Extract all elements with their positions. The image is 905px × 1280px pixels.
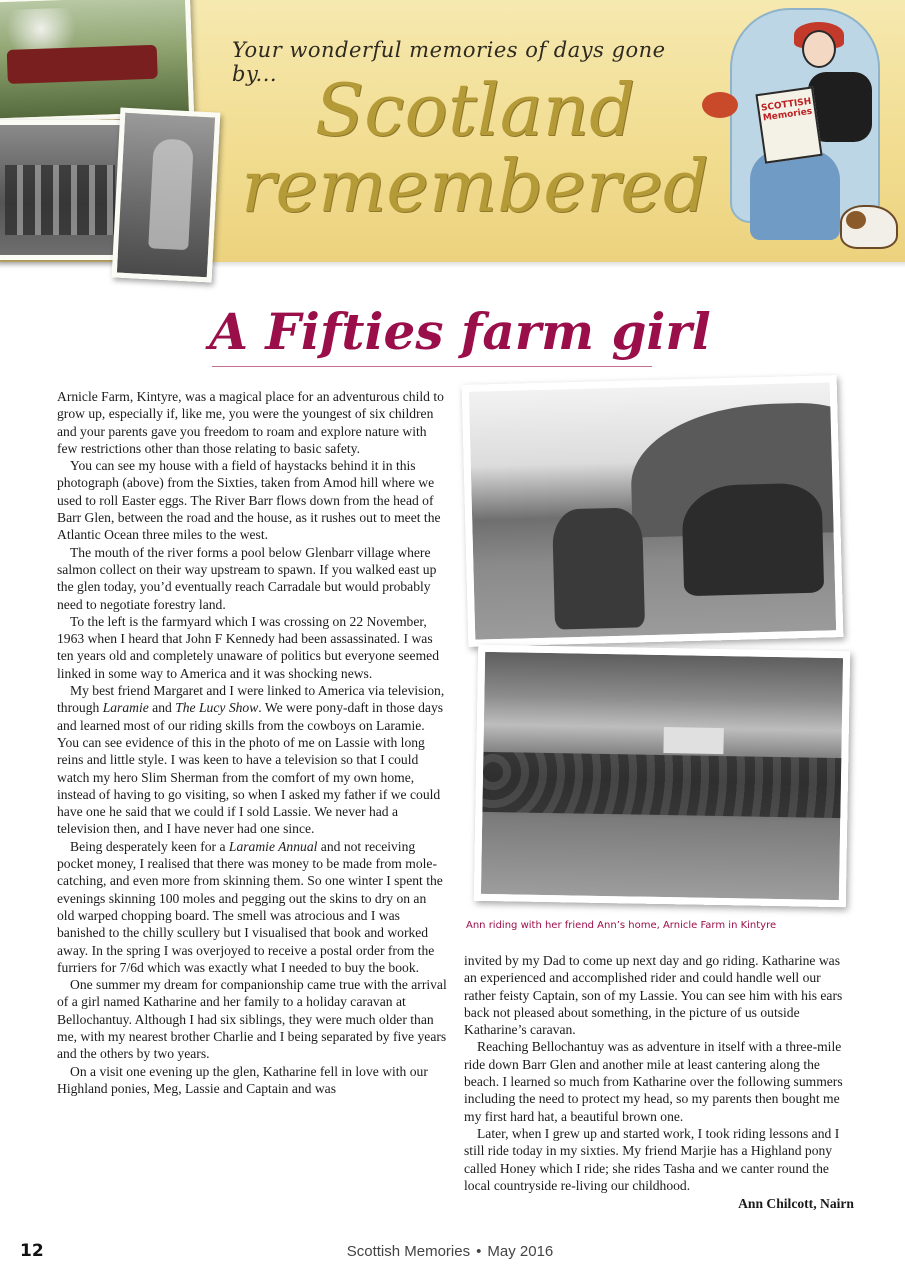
child-figure (148, 138, 194, 250)
steam-train-photo (0, 0, 194, 123)
footer-separator: • (476, 1243, 482, 1260)
paragraph-6 (57, 838, 447, 976)
page-footer (250, 1243, 650, 1260)
magazine-cover: SCOTTISH Memories (755, 86, 822, 163)
page-number: 12 (20, 1241, 44, 1261)
farm-photo (474, 645, 850, 907)
paragraph-9: invited by my Dad to come up next day and go riding. Katharine was an experienced and accomplished rider and could handle well our rather feisty Captain, son of my Lassie. You can see him with his ears back not pleased about something, in the picture of us outside Katharine’s caravan. (464, 953, 843, 1038)
masthead-tagline: Your wonderful memories of days gone by... (232, 38, 666, 86)
book-title-laramie-annual: Laramie Annual (228, 838, 318, 854)
show-title-lucy-show: The Lucy Show (175, 700, 259, 716)
riding-photo (462, 375, 844, 647)
reader-in-armchair-illustration (690, 0, 905, 270)
paragraph-2: You can see my house with a field of haystacks behind it in this photograph (above) from the Sixties, taken from Amod hill where we used to roll Easter eggs. The River Barr flows down from the head of Barr Glen, between the road and the house, as it rushes out to meet the Atlantic Ocean three miles to the west. (57, 458, 441, 543)
paragraph-7: One summer my dream for companionship came true with the arrival of a girl named Katharine and her family to a holiday caravan at Bellochantuy. Although I had six siblings, they were much older than me, with my nearest brother Charlie and I being separated by five years and the others by two years. (57, 977, 447, 1062)
masthead-title-line2: remembered (241, 144, 709, 228)
paragraph-6-part2: and not receiving pocket money, I realised that there was money to be made from mole-catching, and even more from skinning them. So one winter I spent the evenings skinning 100 moles and pegging out the skins to dry on an old warped chopping board. The smell was atrocious and I was banished to the chilly scullery but I visualised that book and worked away. In the spring I was overjoyed to receive a postal order from the furriers for 7/6d which was exactly what I needed to buy the book. (57, 838, 443, 975)
paragraph-5-part3: . We were pony-daft in those days and learned most of our riding skills from the cowboys on Laramie. You can see evidence of this in the photo of me on Lassie with long reins and little style. I was keen to have a television so that I could watch my hero Slim Sherman from the comfort of my own home, instead of having to go visiting, so when I asked my father if we could have one he said that we could if I sold Lassie. We never had a television then, and I have never had one since. (57, 700, 444, 837)
paragraph-5-part2: and (148, 700, 176, 716)
scout-group-photo (0, 120, 126, 260)
teapot-icon (702, 92, 738, 118)
issue-date: May 2016 (487, 1243, 554, 1260)
paragraph-5-part1: My best friend Margaret and I were linked to America via television, through (57, 683, 445, 716)
magazine-name: Scottish Memories (346, 1243, 471, 1260)
train-locomotive (7, 45, 158, 84)
photo-caption: Ann riding with her friend Ann’s home, Arnicle Farm in Kintyre (466, 920, 777, 931)
article-headline: A Fifties farm girl (209, 302, 711, 361)
author-byline: Ann Chilcott, Nairn (738, 1196, 854, 1212)
paragraph-6-part1: Being desperately keen for a (70, 838, 229, 854)
masthead-title-line1: Scotland (314, 68, 636, 152)
article-column-2 (464, 952, 854, 1212)
article-column-1 (57, 388, 447, 1097)
headline-rule (212, 366, 652, 367)
paragraph-4: To the left is the farmyard which I was crossing on 22 November, 1963 when I heard that John F Kennedy had been assassinated. I was ten years old and completely unaware of politics but everyone seemed linked in some way to America and it was shocking news. (57, 613, 439, 681)
train-smoke (0, 7, 87, 50)
reader-head (802, 30, 836, 68)
riding-photo-pony-2 (681, 483, 824, 597)
paragraph-8: On a visit one evening up the glen, Katharine fell in love with our Highland ponies, Meg, Lassie and Captain and was (57, 1063, 428, 1096)
farm-photo-house (663, 727, 723, 754)
paragraph-3: The mouth of the river forms a pool below Glenbarr village where salmon collect on their way upstream to spawn. If you walked east up the glen today, you’d eventually reach Carradale but would probably need to negotiate forestry land. (57, 544, 437, 612)
paragraph-1: Arnicle Farm, Kintyre, was a magical place for an adventurous child to grow up, especially if, like me, you were the youngest of six children and your parents gave you freedom to roam and explore nature with few restrictions other than those relating to basic safety. (57, 389, 444, 456)
paragraph-11: Later, when I grew up and started work, I took riding lessons and I still ride today in my sixties. My friend Marjie has a Highland pony called Honey which I ride; she rides Tasha and we canter round the local countryside re-living our childhood. (464, 1125, 840, 1193)
child-portrait-photo (112, 107, 221, 282)
paragraph-10: Reaching Bellochantuy was as adventure in itself with a three-mile ride down Barr Glen and another mile at least cantering along the beach. I learned so much from Katharine over the following summers including the need to protect my head, so my parents then bought me my first hard hat, a beautiful brown one. (464, 1039, 843, 1124)
scout-figures (5, 165, 115, 235)
reader-legs (750, 150, 840, 240)
dog-icon (840, 205, 898, 249)
masthead-title (240, 68, 710, 228)
dog-spot (846, 211, 866, 229)
farm-photo-trees (482, 752, 850, 818)
riding-photo-pony-1 (552, 507, 645, 629)
show-title-laramie: Laramie (102, 700, 149, 716)
paragraph-5 (57, 682, 447, 838)
